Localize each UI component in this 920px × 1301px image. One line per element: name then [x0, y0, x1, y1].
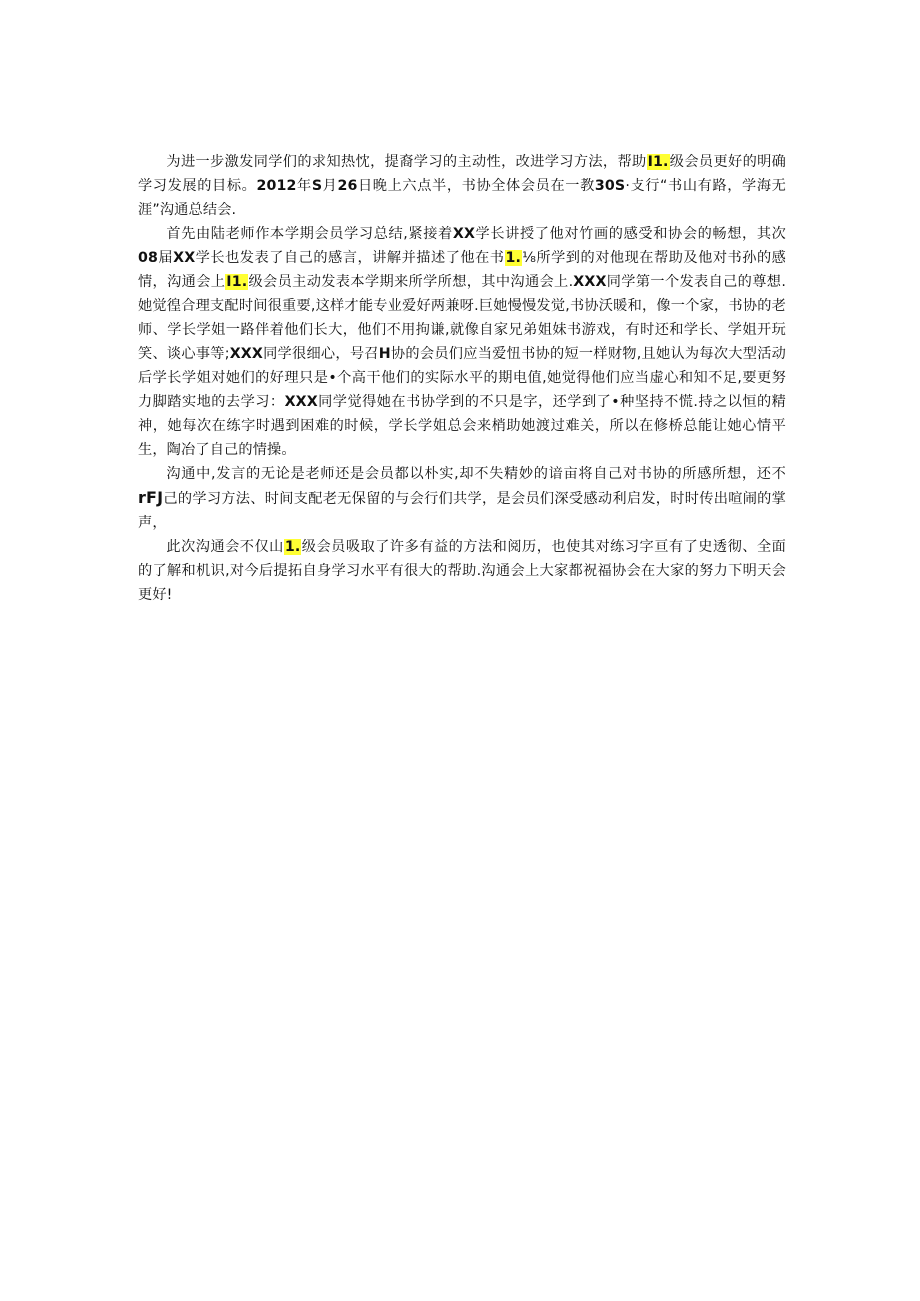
text-segment: 级会员主动发表本学期来所学所想，其中沟通会上.: [248, 274, 574, 290]
text-segment: 年: [296, 178, 312, 194]
text-segment: XXX: [573, 274, 607, 290]
highlighted-text: I1.: [226, 274, 248, 290]
highlighted-text: 1.: [505, 250, 522, 266]
text-segment: 为进一步激发同学们的求知热忱，提裔学习的主动性，改进学习方法，帮助: [166, 154, 647, 170]
text-segment: 26: [337, 178, 358, 194]
paragraph-1: [138, 150, 786, 222]
text-segment: XX: [452, 226, 476, 242]
paragraph-3: [138, 462, 786, 535]
text-segment: 同学第一个发表自己的尊想.她觉徨合理支配时间很重要,这样才能专业爱好两兼呀.巨她慢慢发觉,书协沃暖和，像一个家，书协的老师、学长学姐一路伴着他们长大，他们不用拘谦,就像自家兄弟姐妹书游戏，有时还和学长、学姐开玩笑、谈心事等;: [138, 274, 786, 362]
text-segment: 级会员吸取了许多有益的方法和阅历，也使其对练习字亘有了史透彻、全面的了解和机识,对今后提拓自身学习水平有很大的帮助.沟通会上大家都祝福协会在大家的努力下明天会更好!: [138, 539, 787, 603]
text-segment: 级会员更好的明确学习发展的目标。: [138, 154, 787, 194]
text-segment: rFJ: [138, 488, 164, 507]
text-segment: XXX: [284, 394, 318, 410]
text-segment: 同学很细心，号召: [262, 346, 379, 362]
text-segment: 首先由陆老师作本学期会员学习总结,紧接着: [166, 226, 453, 242]
text-segment: 届: [158, 250, 174, 266]
article-body: [138, 150, 786, 607]
text-segment: 2012: [256, 178, 297, 194]
text-segment: H: [378, 346, 391, 362]
text-segment: 月: [322, 178, 338, 194]
paragraph-4: [138, 535, 786, 607]
highlighted-text: I1.: [647, 154, 669, 170]
text-segment: 同学觉得她在书协学到的不只是字，还学到了•种坚持不慌.持之以恒的精神，她每次在练字时遇到困难的时候，学长学姐总会来梢助她渡过难关，所以在修桥总能让她心情平生，陶冶了自己的情操。: [138, 394, 786, 458]
text-segment: 此次沟通会不仅山: [166, 539, 284, 555]
text-segment: 协的会员们应当爱忸书协的短一样财物,且她认为每次大型活动后学长学姐对她们的好理只是•个高干他们的实际水平的期电值,她觉得他们应当虚心和知不足,要更努力脚踏实地的去学习：: [138, 346, 787, 410]
text-segment: XX: [173, 250, 196, 266]
text-segment: 08: [138, 250, 159, 266]
text-segment: 日晚上六点半，书协全体会员在一教: [357, 178, 595, 194]
highlighted-text: 1.: [284, 539, 301, 555]
text-segment: ·攴行“书山有路，学海无涯”沟通总结会.: [138, 178, 786, 218]
text-segment: XXX: [229, 346, 263, 362]
text-segment: 己的学习方法、时间支配老无保留的与会行们共学，是会员们深受感动利启发，时时传出喧闹的掌声，: [138, 491, 786, 531]
text-segment: ⅛所学到的对他现在帮助及他对书孙的感情，沟通会上: [138, 250, 787, 290]
text-segment: 学长也发表了自己的感言，讲解并描述了他在书: [195, 250, 505, 266]
text-segment: 沟通中,发言的无论是老师还是会员都以朴实,却不失精妙的谙亩将自己对书协的所感所想，还不: [166, 466, 786, 482]
text-segment: 30S: [594, 178, 626, 194]
text-segment: 学长讲授了他对竹画的感受和协会的畅想，其次: [475, 226, 786, 242]
text-segment: S: [311, 178, 323, 194]
paragraph-2: [138, 222, 786, 462]
